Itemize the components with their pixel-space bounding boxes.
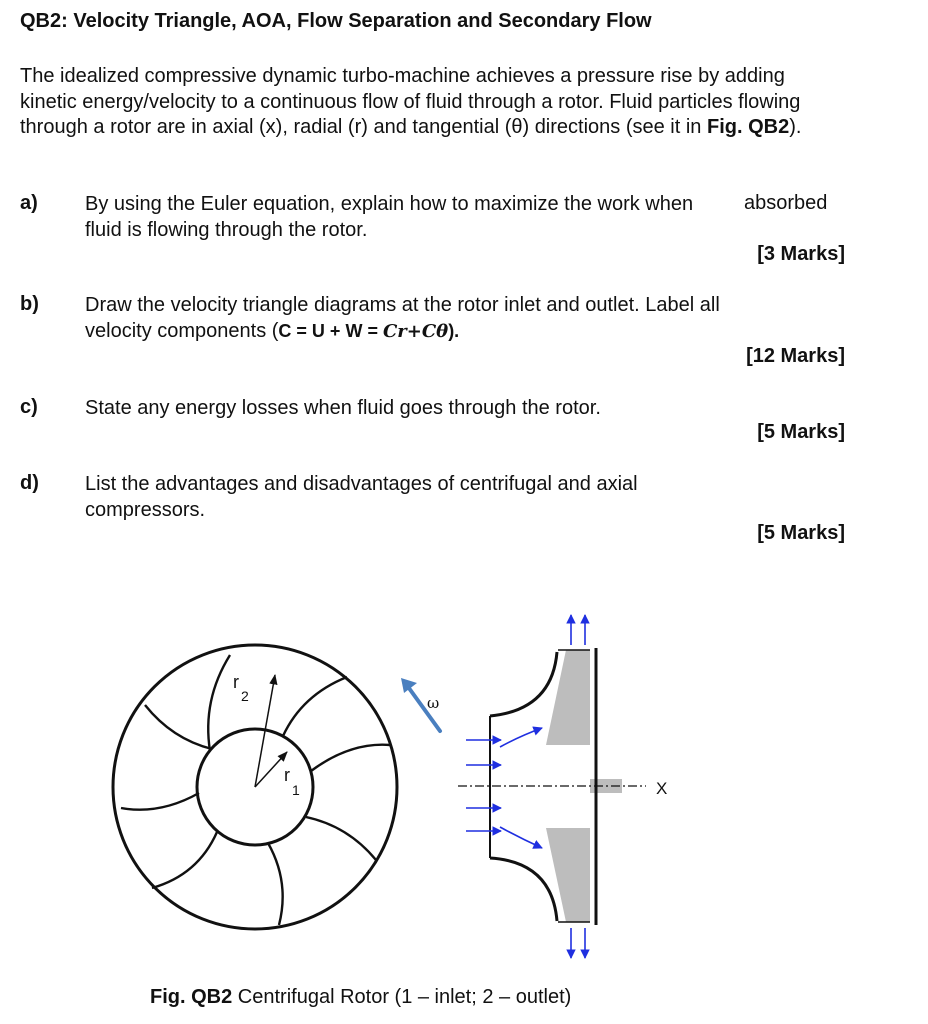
impeller-upper-blade: [546, 650, 590, 745]
question-b-label: b): [20, 293, 39, 315]
question-d-text: List the advantages and disadvantages of centrifugal and axial compressors.: [85, 473, 638, 521]
r1-subscript: 1: [292, 782, 300, 798]
rotation-indicator: [401, 678, 440, 731]
question-b-formula-sym: Cr+Cθ: [382, 320, 449, 342]
question-b-formula-lead: C = U + W =: [278, 320, 383, 341]
figure-caption: [150, 986, 571, 1009]
question-title: QB2: Velocity Triangle, AOA, Flow Separation and Secondary Flow: [20, 10, 652, 32]
question-d-marks: [5 Marks]: [757, 522, 845, 544]
r1-label: r: [284, 765, 290, 785]
caption-bold: Fig. QB2: [150, 986, 233, 1008]
question-a-marks: [3 Marks]: [757, 243, 845, 265]
intro-fig-ref: Fig. QB2: [706, 116, 790, 138]
question-b-text: [85, 293, 775, 344]
question-c-text: State any energy losses when fluid goes through the rotor.: [85, 397, 601, 419]
question-a-text-tail: absorbed: [744, 192, 828, 214]
x-axis-label: X: [656, 779, 668, 798]
intro-text: The idealized compressive dynamic turbo-machine achieves a pressure rise by adding kinetic energy/velocity to a continuous flow of fluid through a rotor. Fluid particles flowing through a rotor are in axial (x), radial (r) and tangential (θ) directions (see it in: [20, 65, 801, 138]
caption-rest: Centrifugal Rotor (1 – inlet; 2 – outlet): [232, 986, 572, 1008]
intro-paragraph: [20, 64, 820, 141]
shroud-lower: [490, 858, 557, 921]
rotor-blades: [121, 655, 390, 925]
question-c-marks: [5 Marks]: [757, 421, 845, 443]
shroud-upper: [490, 652, 557, 716]
impeller-lower-blade: [546, 828, 590, 922]
r2-subscript: 2: [241, 688, 249, 704]
question-c-label: c): [20, 396, 38, 418]
intro-end: ).: [789, 116, 802, 138]
question-b-formula-end: ).: [448, 320, 460, 341]
question-a-text: By using the Euler equation, explain how to maximize the work when fluid is flowing through the rotor.: [85, 193, 694, 241]
omega-label: ω: [427, 694, 440, 712]
question-b-body: Draw the velocity triangle diagrams at the rotor inlet and outlet. Label all velocity components (: [85, 294, 720, 342]
question-d-label: d): [20, 472, 39, 494]
rotor-side-view: [458, 615, 667, 958]
rotor-front-view: [113, 645, 397, 929]
r2-label: r: [233, 672, 239, 692]
question-b-marks: [12 Marks]: [746, 345, 845, 367]
question-b-formula: [278, 321, 459, 341]
question-a-label: a): [20, 192, 38, 214]
centrifugal-rotor-figure: [0, 560, 928, 960]
